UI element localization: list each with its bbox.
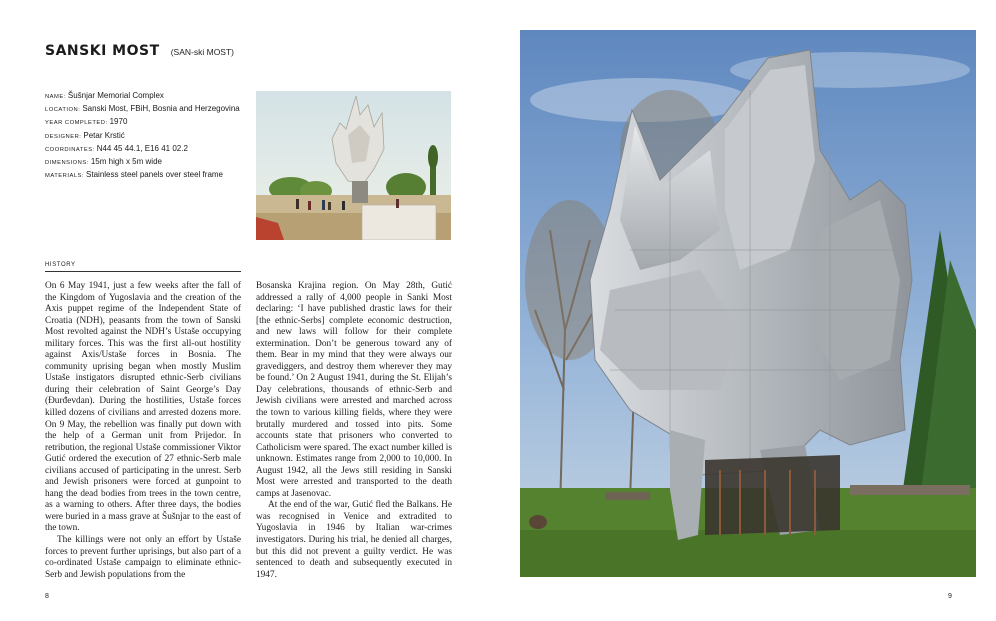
history-column-1	[45, 281, 241, 581]
history-column-2	[256, 281, 452, 581]
pronunciation: (SAN-ski MOST)	[170, 47, 234, 57]
monument-title: SANSKI MOST	[45, 43, 160, 59]
historic-photo	[256, 91, 451, 240]
detail-designer: DESIGNER: Petar Krstić	[45, 130, 125, 140]
paragraph: On 6 May 1941, just a few weeks after the fall of the Kingdom of Yugoslavia and the creation of the Axis puppet regime of the Independent State of Croatia (NDH), peasants from the town of Sanski Most revolted against the NDH’s Ustaše occupying military forces. This was the first all-out hostility against Axis/Ustaše forces in Bosnia. The community uprising began when mostly Muslim Ustaše instigators disrupted ethnic-Serb civilians during their celebration of Saint George’s Day (Đurđevdan). During the hostilities, Ustaše forces killed dozens of civilians and arrested dozens more. On 9 May, the rebellion was finally put down with the help of a German unit from Prijedor. In retribution, the regional Ustaše commissioner Viktor Gutić ordered the execution of 27 ethnic-Serb male civilians accused of participating in the unrest. Serb and Jewish prisoners were forced at gunpoint to hang the dead bodies from trees in the town centre, as a warning to others. After three days, the bodies were buried in a mass grave at Šušnjar to the east of the town.	[45, 281, 241, 534]
detail-name: NAME: Šušnjar Memorial Complex	[45, 91, 164, 100]
monument-photo	[520, 30, 976, 577]
detail-materials: MATERIALS: Stainless steel panels over steel frame	[45, 170, 224, 180]
page-number-right: 9	[948, 593, 952, 600]
detail-location: LOCATION: Sanski Most, FBiH, Bosnia and Herzegovina	[45, 104, 240, 114]
section-divider	[45, 271, 241, 272]
page-number-left: 8	[45, 593, 49, 600]
detail-year: YEAR COMPLETED: 1970	[45, 117, 128, 127]
details-list	[45, 90, 250, 182]
detail-coordinates: COORDINATES: N44 45 44.1, E16 41 02.2	[45, 143, 188, 153]
section-label: HISTORY	[45, 262, 76, 268]
detail-dimensions: DIMENSIONS: 15m high x 5m wide	[45, 157, 162, 167]
paragraph: At the end of the war, Gutić fled the Balkans. He was recognised in Venice and extradited to Yugoslavia in 1946 by Italian war-crimes investigators. During his trial, he denied all charges, but this did not prevent a guilty verdict. He was sentenced to death and subsequently executed in 1947.	[256, 500, 452, 580]
paragraph: The killings were not only an effort by Ustaše forces to prevent further uprisings, but also part of a co-ordinated Ustaše campaign to eliminate ethnic-Serb and Jewish populations from the	[45, 535, 241, 580]
paragraph: Bosanska Krajina region. On May 28th, Gutić addressed a rally of 4,000 people in Sanki Most declaring: ‘I have published drastic laws for their [the ethnic-Serbs] complete economic destruction, and new laws will follow for their complete extermination. Don’t be generous toward any of them. Bear in my mind that they were always our gravediggers, and destroy them wherever they may be found.’ On 2 August 1941, during the St. Elijah’s Day celebrations, thousands of ethnic-Serb and Jewish civilians were arrested and marched across the town to various killing fields, where they were brutally murdered and tossed into pits. Some accounts state that prisoners who converted to Catholicism were spared. The exact number killed is unknown. Estimates range from 2,000 to 10,000. In August 1942, all the Jews still residing in Sanski Most were arrested and transported to the death camps at Jasenovac.	[256, 281, 452, 499]
page-title	[45, 40, 234, 59]
